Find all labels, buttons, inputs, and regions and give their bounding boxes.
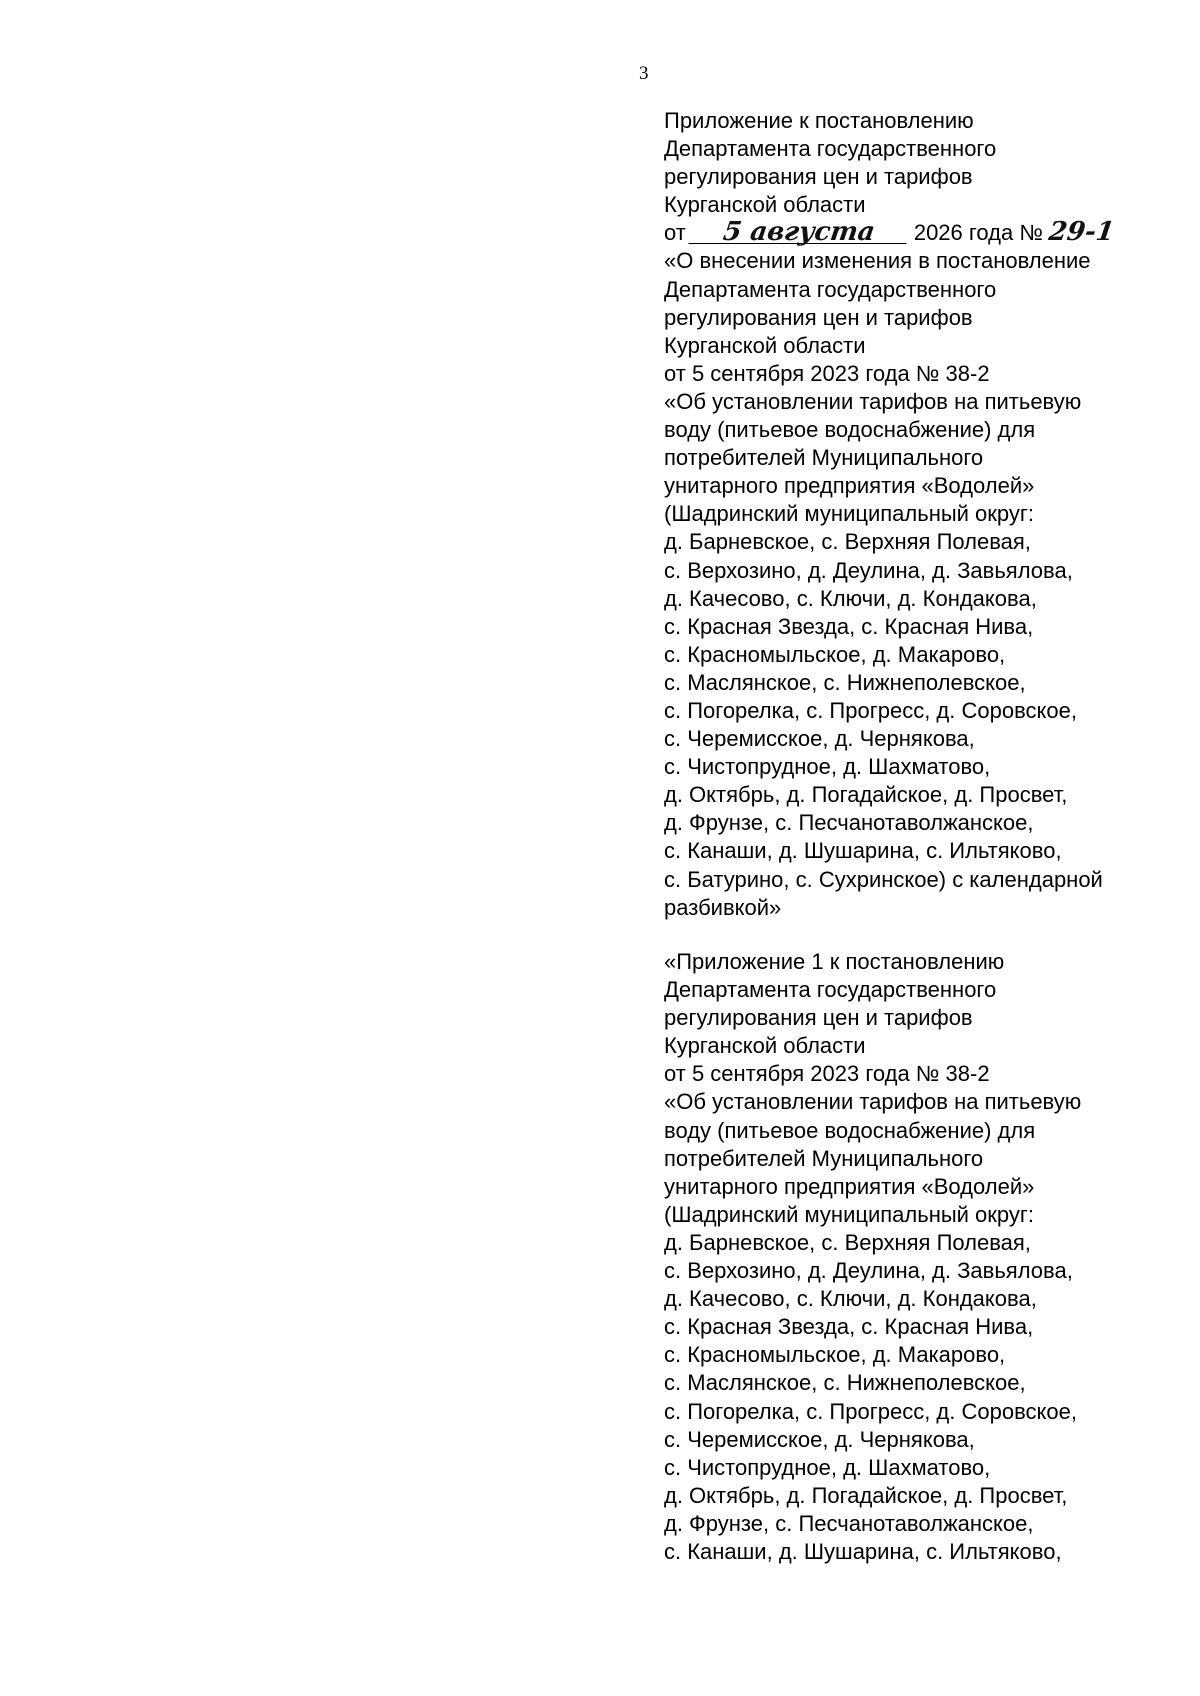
header-text-line: регулирования цен и тарифов (664, 304, 973, 330)
header-text-line: д. Барневское, с. Верхняя Полевая, (664, 529, 1031, 555)
header-text-line: разбивкой» (664, 894, 782, 920)
appendix-text-line: д. Барневское, с. Верхняя Полевая, (664, 1229, 1031, 1255)
header-text-line: Курганской области (664, 192, 866, 218)
appendix-text-line: воду (питьевое водоснабжение) для (664, 1117, 1036, 1143)
appendix-text-line: Курганской области (664, 1033, 866, 1059)
appendix-text-line: с. Канаши, д. Шушарина, с. Ильтяково, (664, 1538, 1062, 1564)
header-text-line: от 5 сентября 2023 года № 38-2 (664, 360, 990, 386)
header-text-line: д. Фрунзе, с. Песчанотаволжанское, (664, 810, 1034, 836)
appendix-text-line: с. Красномыльское, д. Макарово, (664, 1342, 1006, 1368)
appendix-text-line: с. Погорелка, с. Прогресс, д. Соровское, (664, 1398, 1077, 1424)
header-text-line: с. Маслянское, с. Нижнеполевское, (664, 669, 1026, 695)
appendix-text-line: регулирования цен и тарифов (664, 1005, 973, 1031)
header-text-line: с. Канаши, д. Шушарина, с. Ильтяково, (664, 838, 1062, 864)
date-line (664, 219, 1174, 247)
header-text-line: с. Батурино, с. Сухринское) с календарной (664, 866, 1103, 892)
appendix-lines (664, 948, 1174, 1566)
appendix-text-line: д. Фрунзе, с. Песчанотаволжанское, (664, 1510, 1034, 1536)
header-text-line: Курганской области (664, 332, 866, 358)
header-text-line: «О внесении изменения в постановление (664, 248, 1091, 274)
appendix-text-line: потребителей Муниципального (664, 1145, 984, 1171)
handwritten-number: 29-1 (1046, 217, 1117, 248)
page-number: 3 (639, 63, 649, 84)
header-text-line: с. Чистопрудное, д. Шахматово, (664, 754, 991, 780)
header-text-line: «Об установлении тарифов на питьевую (664, 388, 1082, 414)
header-text-line: с. Красномыльское, д. Макарово, (664, 641, 1006, 667)
year-text: 2026 года № (913, 220, 1043, 246)
appendix-text-line: «Приложение 1 к постановлению (664, 949, 1005, 974)
appendix-text-line: с. Черемисское, д. Чернякова, (664, 1426, 975, 1452)
header-text-line: Приложение к постановлению (664, 108, 974, 133)
header-text-line: Департамента государственного (664, 136, 997, 162)
header-text-line: потребителей Муниципального (664, 445, 984, 471)
appendix-text-line: с. Чистопрудное, д. Шахматово, (664, 1454, 991, 1480)
header-text-line: регулирования цен и тарифов (664, 164, 973, 190)
header-text-line: д. Качесово, с. Ключи, д. Кондакова, (664, 585, 1037, 611)
header-block (664, 107, 1174, 922)
appendix-text-line: д. Качесово, с. Ключи, д. Кондакова, (664, 1286, 1037, 1312)
header-text-line: унитарного предприятия «Водолей» (664, 473, 1035, 499)
header-text-line: с. Черемисское, д. Чернякова, (664, 726, 975, 752)
header-text-line: Департамента государственного (664, 276, 997, 302)
header-text-line: воду (питьевое водоснабжение) для (664, 417, 1036, 443)
header-text-line: с. Красная Звезда, с. Красная Нива, (664, 613, 1034, 639)
appendix-text-line: (Шадринский муниципальный округ: (664, 1201, 1035, 1227)
appendix-text-line: унитарного предприятия «Водолей» (664, 1173, 1035, 1199)
handwritten-date: 5 августа (688, 221, 909, 244)
appendix-text-line: с. Красная Звезда, с. Красная Нива, (664, 1314, 1034, 1340)
header-text-line: д. Октябрь, д. Погадайское, д. Просвет, (664, 782, 1068, 808)
header-lines-after (664, 247, 1174, 921)
appendix-text-line: «Об установлении тарифов на питьевую (664, 1089, 1082, 1115)
header-text-line: с. Погорелка, с. Прогресс, д. Соровское, (664, 697, 1077, 723)
date-prefix: от (664, 220, 686, 246)
appendix-text-line: д. Октябрь, д. Погадайское, д. Просвет, (664, 1482, 1068, 1508)
appendix-text-line: с. Верхозино, д. Деулина, д. Завьялова, (664, 1258, 1073, 1284)
header-text-line: (Шадринский муниципальный округ: (664, 501, 1035, 527)
appendix-text-line: Департамента государственного (664, 977, 997, 1003)
header-text-line: с. Верхозино, д. Деулина, д. Завьялова, (664, 557, 1073, 583)
appendix-text-line: с. Маслянское, с. Нижнеполевское, (664, 1370, 1026, 1396)
header-lines-before (664, 107, 1174, 219)
appendix-block (664, 948, 1174, 1566)
appendix-text-line: от 5 сентября 2023 года № 38-2 (664, 1061, 990, 1087)
